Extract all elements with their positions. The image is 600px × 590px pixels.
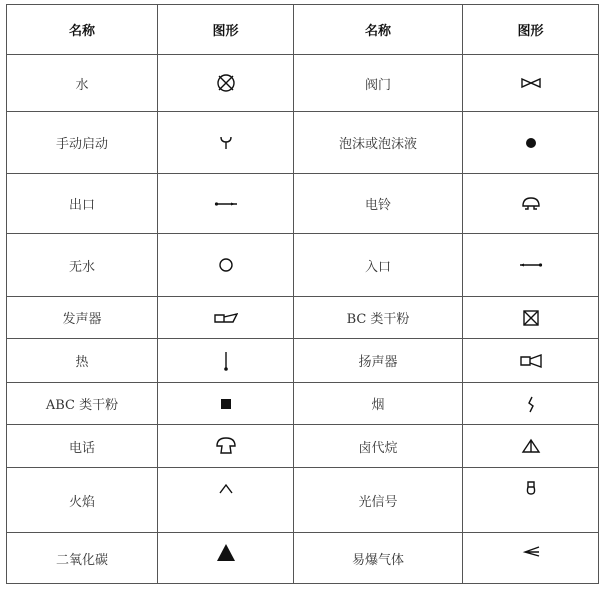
table-row xyxy=(7,468,599,533)
box-x-icon xyxy=(519,306,543,330)
symbol-name: 发声器 xyxy=(7,297,158,339)
table-row xyxy=(7,297,599,339)
symbol-name: 电铃 xyxy=(294,174,463,234)
symbol-name: 扬声器 xyxy=(294,339,463,383)
table-row xyxy=(7,112,599,174)
symbol-name: 水 xyxy=(7,55,158,112)
thermometer-icon xyxy=(214,349,238,373)
symbol-name: 出口 xyxy=(7,174,158,234)
circle-x-icon xyxy=(214,71,238,95)
header-name: 名称 xyxy=(7,5,158,55)
table-row xyxy=(7,174,599,234)
light-signal-icon xyxy=(519,478,543,502)
speaker-icon xyxy=(519,349,543,373)
header-row xyxy=(7,5,599,55)
symbol-cell xyxy=(463,112,599,174)
header-shape: 图形 xyxy=(158,5,294,55)
filled-square-icon xyxy=(214,392,238,416)
symbol-cell xyxy=(463,55,599,112)
table-row xyxy=(7,383,599,425)
table-row xyxy=(7,425,599,468)
symbol-cell xyxy=(158,234,294,297)
fire-symbols-table xyxy=(6,4,599,584)
symbol-cell xyxy=(463,533,599,584)
header-name: 名称 xyxy=(294,5,463,55)
symbol-cell xyxy=(158,533,294,584)
inlet-line-icon xyxy=(519,253,543,277)
sounder-icon xyxy=(214,306,238,330)
symbol-name: ABC 类干粉 xyxy=(7,383,158,425)
telephone-icon xyxy=(214,434,238,458)
symbol-name: 火焰 xyxy=(7,468,158,533)
symbol-cell xyxy=(158,174,294,234)
symbol-name: 光信号 xyxy=(294,468,463,533)
symbol-name: 阀门 xyxy=(294,55,463,112)
halon-triangle-icon xyxy=(519,434,543,458)
y-fork-icon xyxy=(214,131,238,155)
symbol-name: 泡沫或泡沫液 xyxy=(294,112,463,174)
symbol-name: 电话 xyxy=(7,425,158,468)
valve-icon xyxy=(519,71,543,95)
symbol-cell xyxy=(463,234,599,297)
symbol-cell xyxy=(463,297,599,339)
symbol-cell xyxy=(463,425,599,468)
circle-icon xyxy=(214,253,238,277)
symbol-cell xyxy=(158,339,294,383)
symbol-name: 二氧化碳 xyxy=(7,533,158,584)
table-row xyxy=(7,234,599,297)
symbol-name: 无水 xyxy=(7,234,158,297)
symbol-cell xyxy=(158,468,294,533)
table-row xyxy=(7,339,599,383)
symbol-name: 卤代烷 xyxy=(294,425,463,468)
filled-triangle-icon xyxy=(214,541,238,565)
explosive-gas-icon xyxy=(519,541,543,565)
symbol-cell xyxy=(158,425,294,468)
symbol-name: 易爆气体 xyxy=(294,533,463,584)
table-row xyxy=(7,55,599,112)
header-shape: 图形 xyxy=(463,5,599,55)
symbol-cell xyxy=(158,55,294,112)
filled-dot-icon xyxy=(519,131,543,155)
symbol-cell xyxy=(158,383,294,425)
table-row xyxy=(7,533,599,584)
bell-icon xyxy=(519,192,543,216)
symbol-cell xyxy=(463,468,599,533)
symbol-name: 入口 xyxy=(294,234,463,297)
symbol-name: 热 xyxy=(7,339,158,383)
symbol-name: 烟 xyxy=(294,383,463,425)
symbol-cell xyxy=(463,174,599,234)
symbol-name: BC 类干粉 xyxy=(294,297,463,339)
flame-caret-icon xyxy=(214,478,238,502)
outlet-line-icon xyxy=(214,192,238,216)
symbol-cell xyxy=(158,112,294,174)
smoke-icon xyxy=(519,392,543,416)
symbol-name: 手动启动 xyxy=(7,112,158,174)
symbol-cell xyxy=(463,339,599,383)
symbol-cell xyxy=(463,383,599,425)
symbol-cell xyxy=(158,297,294,339)
